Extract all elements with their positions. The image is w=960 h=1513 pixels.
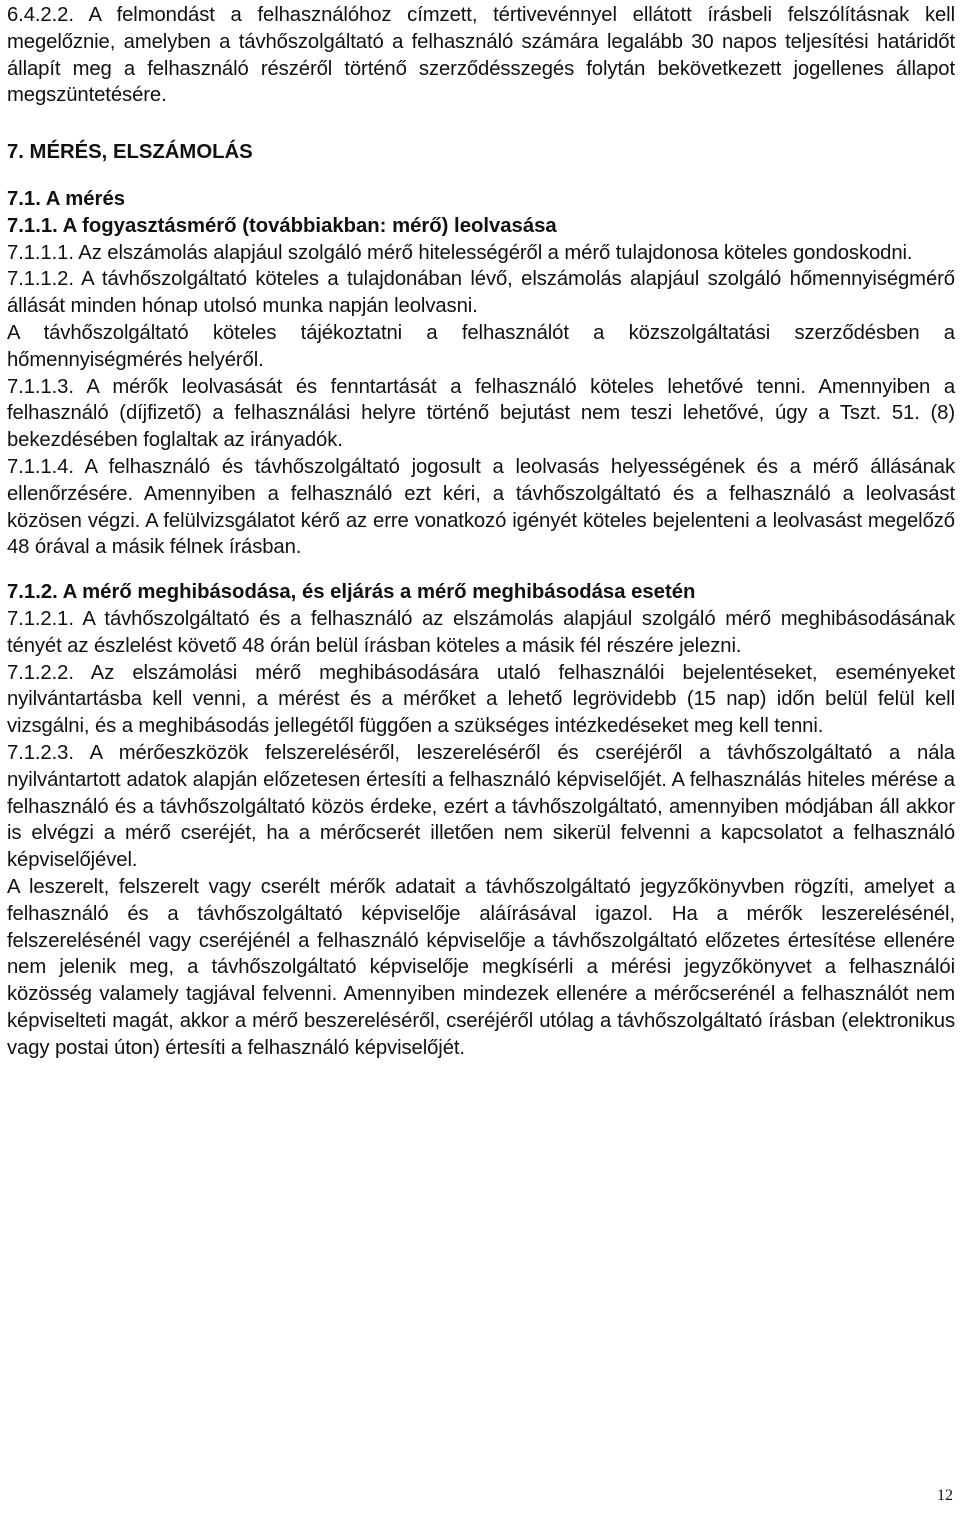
paragraph-7-1-1-1: 7.1.1.1. Az elszámolás alapjául szolgáló mérő hitelességéről a mérő tulajdonosa köteles gondoskodni. bbox=[7, 241, 913, 264]
paragraph-7-1-1-2-continued: A távhőszolgáltató köteles tájékoztatni a felhasználót a közszolgáltatási szerződésben a hőmennyiségmérés helyéről. bbox=[7, 321, 955, 371]
paragraph-7-1-1-3: 7.1.1.3. A mérők leolvasását és fenntartását a felhasználó köteles lehetővé tenni. Amennyiben a felhasználó (díjfizető) a felhasználási helyre történő bejutást nem teszi lehetővé, úgy a Tszt. 51. (8) bekezdésében foglaltak az irányadók. bbox=[7, 375, 955, 452]
page-number: 12 bbox=[937, 1487, 953, 1504]
paragraph-7-1-2-2: 7.1.2.2. Az elszámolási mérő meghibásodására utaló felhasználói bejelentéseket, eseményeket nyilvántartásba kell venni, a mérést és a mérőket a lehető legrövidebb (15 nap) időn belül felül kell vizsgálni, és a meghibásodás jellegétől függően a szükséges intézkedéseket meg kell tenni. bbox=[7, 661, 955, 738]
paragraph-7-1-1-4: 7.1.1.4. A felhasználó és távhőszolgáltató jogosult a leolvasás helyességének és a mérő állásának ellenőrzésére. Amennyiben a felhasználó ezt kéri, a távhőszolgáltató és a felhasználó a leolvasást közösen végzi. A felülvizsgálatot kérő az erre vonatkozó igényét köteles bejelenteni a leolvasást megelőző 48 órával a másik félnek írásban. bbox=[7, 455, 955, 559]
heading-7-1-1: 7.1.1. A fogyasztásmérő (továbbiakban: mérő) leolvasása bbox=[7, 214, 557, 237]
heading-7-1-2: 7.1.2. A mérő meghibásodása, és eljárás a mérő meghibásodása esetén bbox=[7, 581, 696, 604]
paragraph-7-1-2-3-continued: A leszerelt, felszerelt vagy cserélt mérők adatait a távhőszolgáltató jegyzőkönyvben rögzíti, amelyet a felhasználó és a távhőszolgáltató képviselője aláírásával igazol. Ha a mérők leszerelésénél, felszerelésénél vagy cseréjénél a felhasználó képviselője a távhőszolgáltató előzetes értesítése ellenére nem jelenik meg, a távhőszolgáltató képviselője megkísérli a mérési jegyzőkönyvet a felhasználói közösség valamely tagjával felvenni. Amennyiben mindezek ellenére a mérőcserénél a felhasználót nem képviselteti magát, akkor a mérő beszereléséről, cseréjéről utólag a távhőszolgáltató írásban (elektronikus vagy postai úton) értesíti a felhasználó képviselőjét. bbox=[7, 875, 955, 1059]
heading-7-1: 7.1. A mérés bbox=[7, 187, 126, 210]
paragraph-7-1-2-3: 7.1.2.3. A mérőeszközök felszereléséről, leszereléséről és cseréjéről a távhőszolgáltató a nála nyilvántartott adatok alapján előzetesen értesíti a felhasználó képviselőjét. A felhasználás hiteles mérése a felhasználó és a távhőszolgáltató közös érdeke, ezért a távhőszolgáltató, amennyiben módjában áll akkor is elvégzi a mérő cseréjét, ha a mérőcserét illetően nem sikerül felvenni a kapcsolatot a felhasználó képviselőjével. bbox=[7, 741, 955, 872]
paragraph-6-4-2-2: 6.4.2.2. A felmondást a felhasználóhoz címzett, tértivevénnyel ellátott írásbeli felszólításnak kell megelőznie, amelyben a távhőszolgáltató a felhasználó számára legalább 30 napos teljesítési határidőt állapít meg a felhasználó részéről történő szerződésszegés folytán bekövetkezett jogellenes állapot megszüntetésére. bbox=[7, 4, 955, 107]
heading-7: 7. MÉRÉS, ELSZÁMOLÁS bbox=[7, 141, 253, 164]
document-page bbox=[7, 0, 955, 1061]
paragraph-7-1-1-2: 7.1.1.2. A távhőszolgáltató köteles a tulajdonában lévő, elszámolás alapjául szolgáló hőmennyiségmérő állását minden hónap utolsó munka napján leolvasni. bbox=[7, 268, 955, 318]
paragraph-7-1-2-1: 7.1.2.1. A távhőszolgáltató és a felhasználó az elszámolás alapjául szolgáló mérő meghibásodásának tényét az észlelést követő 48 órán belül írásban köteles a másik fél részére jelezni. bbox=[7, 607, 955, 657]
